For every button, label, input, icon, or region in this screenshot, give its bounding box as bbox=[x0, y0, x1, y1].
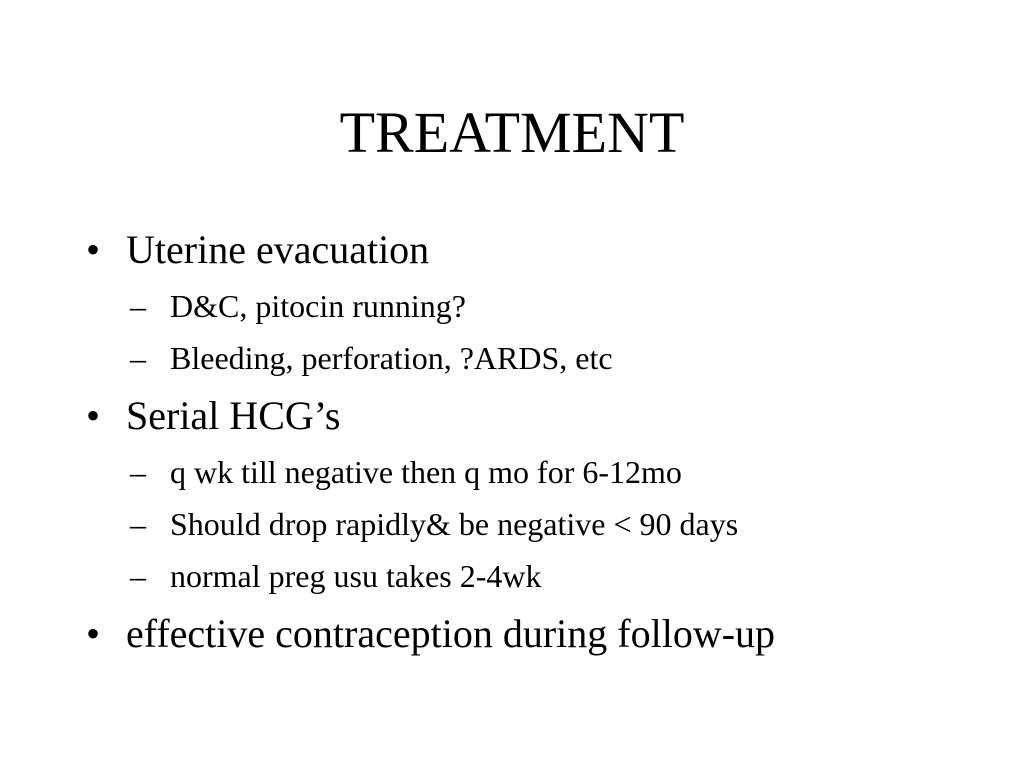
sub-mark: – bbox=[130, 340, 146, 376]
sub-text: D&C, pitocin running? bbox=[170, 288, 466, 324]
sub-text: Bleeding, perforation, ?ARDS, etc bbox=[170, 340, 613, 376]
bullet-mark: • bbox=[86, 393, 101, 438]
bullet-text: Uterine evacuation bbox=[126, 227, 430, 272]
bullet-text: Serial HCG’s bbox=[126, 393, 341, 438]
sub-text: Should drop rapidly& be negative < 90 days bbox=[170, 506, 739, 542]
sub-mark: – bbox=[130, 454, 146, 490]
sub-text: q wk till negative then q mo for 6-12mo bbox=[170, 454, 682, 490]
sub-mark: – bbox=[130, 558, 146, 594]
bullet-mark: • bbox=[86, 611, 101, 656]
bullet-mark: • bbox=[86, 227, 101, 272]
slide-title: TREATMENT bbox=[339, 100, 685, 165]
bullet-text: effective contraception during follow-up bbox=[126, 611, 776, 656]
sub-mark: – bbox=[130, 288, 146, 324]
sub-mark: – bbox=[130, 506, 146, 542]
sub-text: normal preg usu takes 2-4wk bbox=[170, 558, 542, 594]
